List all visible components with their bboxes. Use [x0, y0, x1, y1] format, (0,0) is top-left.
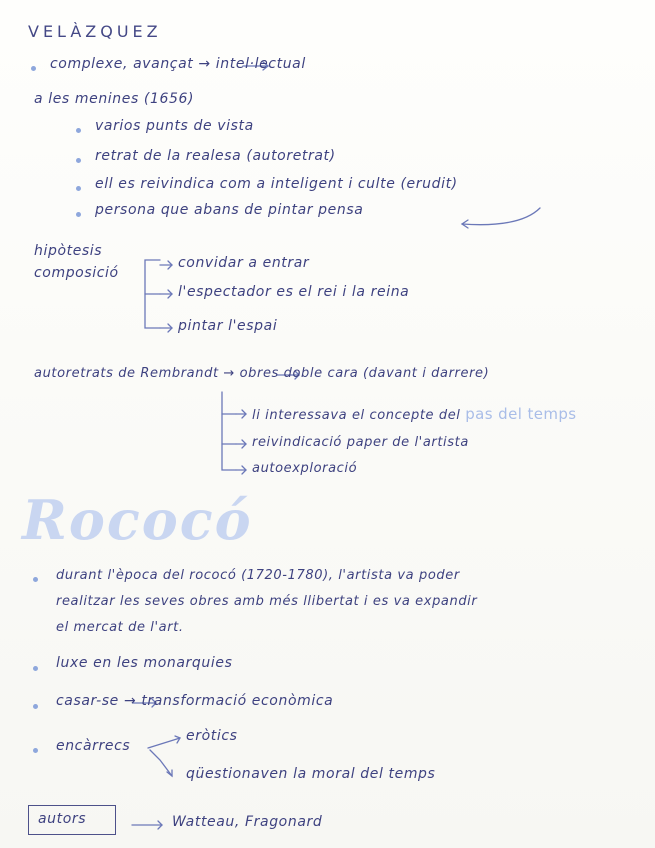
hipotesis-branch: convidar a entrar — [178, 255, 310, 271]
rembrandt-bracket — [222, 392, 236, 470]
encarrecs-branch: qüestionaven la moral del temps — [186, 766, 436, 782]
velazquez-line-1: complexe, avançat → intel·lectual — [50, 56, 306, 72]
highlight-pas-del-temps: pas del temps — [465, 405, 577, 423]
rococo-paragraph-line: el mercat de l'art. — [56, 620, 184, 635]
rembrandt-line: autoretrats de Rembrandt → obres doble cara (davant i darrere) — [34, 366, 490, 381]
meninas-heading: a les menines (1656) — [34, 91, 195, 107]
hipotesis-label: hipòtesis — [34, 243, 103, 259]
rococo-point: casar-se → transformació econòmica — [56, 693, 334, 709]
curved-arrow-line — [462, 208, 540, 225]
composicio-label: composició — [34, 265, 119, 281]
rembrandt-branch — [252, 405, 577, 423]
rococo-point: luxe en les monarquies — [56, 655, 233, 671]
bullet — [76, 212, 81, 217]
rococo-paragraph-line: realitzar les seves obres amb més llibertat i es va expandir — [56, 594, 478, 609]
rococo-point: encàrrecs — [56, 738, 131, 754]
bullet — [76, 186, 81, 191]
section-title-velazquez: VELÀZQUEZ — [28, 22, 162, 41]
bullet — [33, 666, 38, 671]
rococo-paragraph-line: durant l'època del rococó (1720-1780), l'artista va poder — [56, 568, 460, 583]
encarrecs-branch: eròtics — [186, 728, 238, 744]
autors-value: Watteau, Fragonard — [172, 814, 323, 830]
meninas-point: retrat de la realesa (autoretrat) — [95, 148, 336, 164]
bullet — [31, 66, 36, 71]
meninas-point: varios punts de vista — [95, 118, 254, 134]
hipotesis-branch: pintar l'espai — [178, 318, 278, 334]
rembrandt-branch: reivindicació paper de l'artista — [252, 435, 469, 450]
hipotesis-branch: l'espectador es el rei i la reina — [178, 284, 410, 300]
autors-label: autors — [38, 811, 87, 827]
meninas-point: persona que abans de pintar pensa — [95, 202, 364, 218]
bullet — [33, 577, 38, 582]
rembrandt-branch-text: li interessava el concepte del — [252, 408, 461, 423]
bullet — [76, 158, 81, 163]
bullet — [76, 128, 81, 133]
meninas-point: ell es reivindica com a inteligent i culte (erudit) — [95, 176, 458, 192]
bullet — [33, 748, 38, 753]
section-title-rococo: Rococó — [22, 488, 253, 552]
bullet — [33, 704, 38, 709]
rembrandt-branch: autoexploració — [252, 461, 358, 476]
